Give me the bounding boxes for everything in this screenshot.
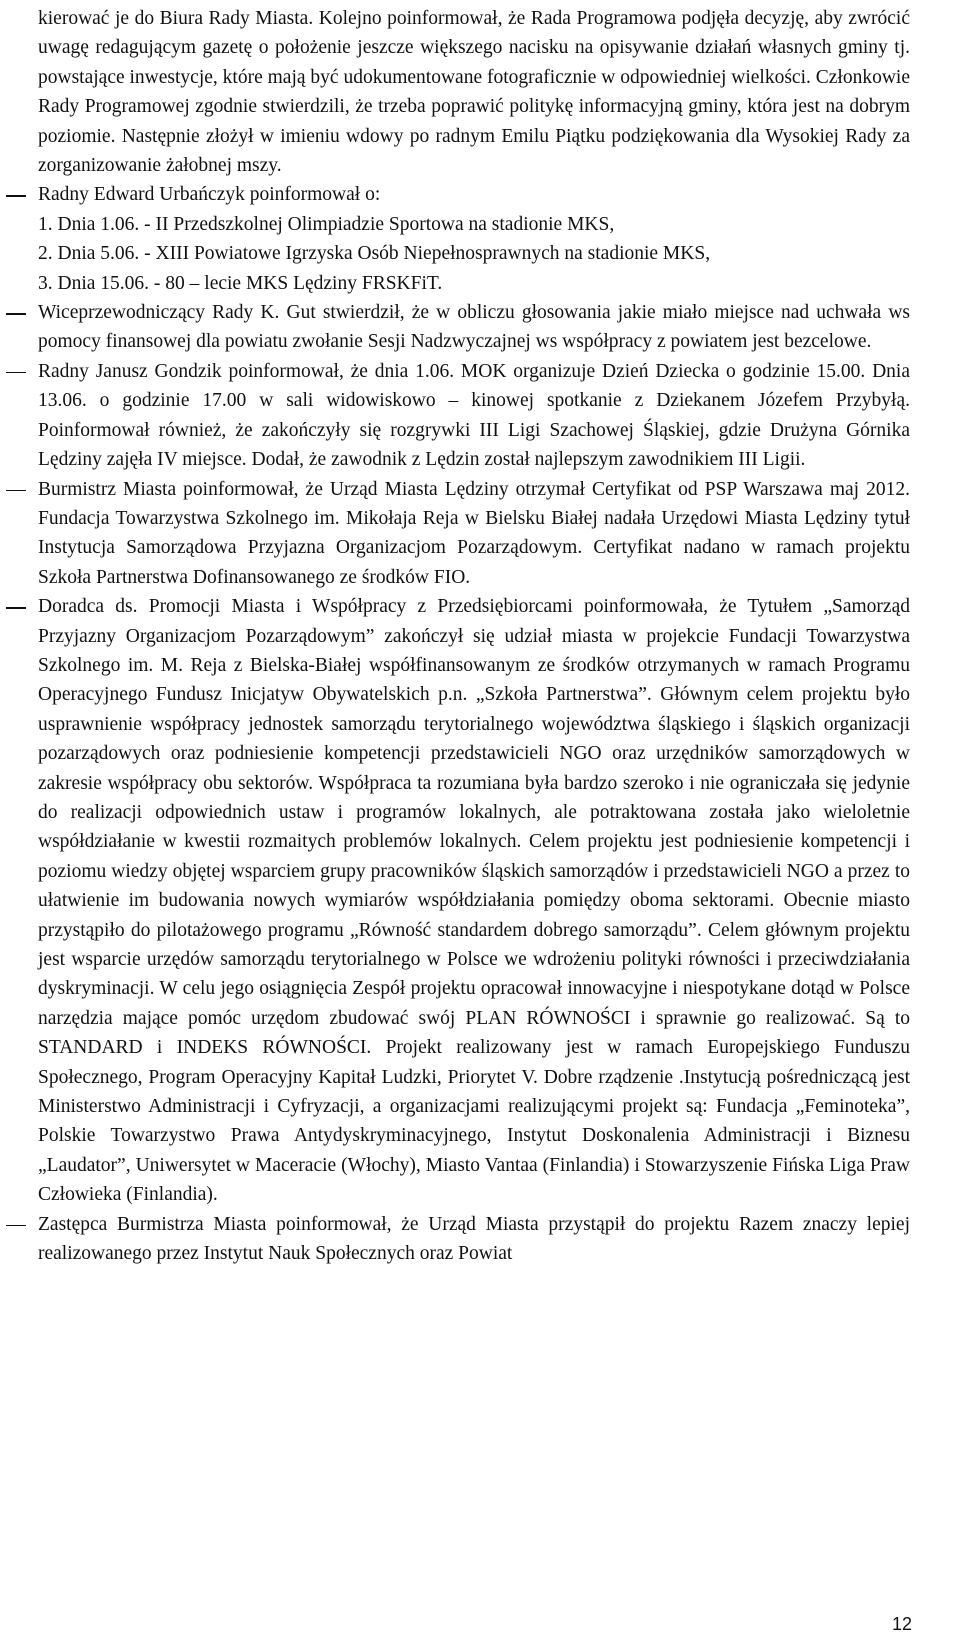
paragraph-burmistrz: Burmistrz Miasta poinformował, że Urząd Miasta Lędziny otrzymał Certyfikat od PSP Warszawa maj 2012. Fundacja Towarzystwa Szkolnego im. Mikołaja Reja w Bielsku Białej nadała Urzędowi Miasta Lędziny tytuł Instytucja Samorządowa Przyjazna Organizacjom Pozarządowym. Certyfikat nadano w ramach projektu Szkoła Partnerstwa Dofinansowanego ze środków FIO. bbox=[38, 475, 910, 593]
list-item: 2. Dnia 5.06. - XIII Powiatowe Igrzyska Osób Niepełnosprawnych na stadionie MKS, bbox=[38, 243, 711, 265]
paragraph-zastepca: Zastępca Burmistrza Miasta poinformował, że Urząd Miasta przystąpił do projektu Razem znaczy lepiej realizowanego przez Instytut Nauk Społecznych oraz Powiat bbox=[38, 1210, 910, 1269]
list-item: 1. Dnia 1.06. - II Przedszkolnej Olimpiadzie Sportowa na stadionie MKS, bbox=[38, 213, 615, 235]
paragraph-doradca: Doradca ds. Promocji Miasta i Współpracy z Przedsiębiorcami poinformowała, że Tytułem „Samorząd Przyjazny Organizacjom Pozarządowym” zakończył się udział miasta w projekcie Fundacji Towarzystwa Szkolnego im. M. Reja z Bielska-Białej współfinansowanym ze środków otrzymanych w ramach Programu Operacyjnego Fundusz Inicjatyw Obywatelskich p.n. „Szkoła Partnerstwa”. Głównym celem projektu było usprawnienie współpracy jednostek samorządu terytorialnego województwa śląskiego i śląskich organizacji pozarządowych oraz podniesienie kompetencji przedstawicieli NGO oraz urzędników samorządowych w zakresie współpracy obu sektorów. Współpraca ta rozumiana była bardzo szeroko i nie ograniczała się jedynie do realizacji odpowiednich ustaw i programów lokalnych, ale potraktowana została jako wieloletnie współdziałanie w kwestii rozmaitych problemów lokalnych. Celem projektu jest podniesienie kompetencji i poziomu wiedzy objętej wsparciem grupy pracowników śląskich samorządów i przedstawicieli NGO a przez to ułatwienie im budowania nowych wymiarów współdziałania pomiędzy oboma sektorami. Obecnie miasto przystąpiło do pilotażowego programu „Równość standardem dobrego samorządu”. Celem głównym projektu jest wsparcie urzędów samorządu terytorialnego w Polsce we wdrożeniu polityki równości i przeciwdziałania dyskryminacji. W celu jego osiągnięcia Zespół projektu opracował innowacyjne i niespotykane dotąd w Polsce narzędzia mające pomóc urzędom zbudować swój PLAN RÓWNOŚCI i sprawnie go realizować. Są to STANDARD i INDEKS RÓWNOŚCI. Projekt realizowany jest w ramach Europejskiego Funduszu Społecznego, Program Operacyjny Kapitał Ludzki, Priorytet V. Dobre rządzenie .Instytucją pośredniczącą jest Ministerstwo Administracji i Cyfryzacji, a organizacjami realizującymi projekt są: Fundacja „Feminoteka”, Polskie Towarzystwo Prawa Antydyskryminacyjnego, Instytut Doskonalenia Administracji i Biznesu „Laudator”, Uniwersytet w Maceracie (Włochy), Miasto Vantaa (Finlandia) i Stowarzyszenie Fińska Liga Praw Człowieka (Finlandia). bbox=[38, 592, 910, 1210]
list-item: 3. Dnia 15.06. - 80 – lecie MKS Lędziny FRSKFiT. bbox=[38, 272, 443, 294]
paragraph-gondzik: Radny Janusz Gondzik poinformował, że dnia 1.06. MOK organizuje Dzień Dziecka o godzinie 15.00. Dnia 13.06. o godzinie 17.00 w sali widowiskowo – kinowej spotkanie z Dziekanem Józefem Przybyłą. Poinformował również, że zakończyły się rozgrywki III Ligi Szachowej Śląskiej, gdzie Drużyna Górnika Lędziny zajęła IV miejsce. Dodał, że zawodnik z Lędzin został najlepszym zawodnikiem III Ligii. bbox=[38, 357, 910, 475]
paragraph-urbanczyk: Radny Edward Urbańczyk poinformował o: bbox=[38, 180, 910, 209]
paragraph-gut: Wiceprzewodniczący Rady K. Gut stwierdził, że w obliczu głosowania jakie miało miejsce nad uchwała ws pomocy finansowej dla powiatu zwołanie Sesji Nadzwyczajnej ws współpracy z powiatem jest bezcelowe. bbox=[38, 298, 910, 357]
paragraph-intro: kierować je do Biura Rady Miasta. Kolejno poinformował, że Rada Programowa podjęła decyzję, aby zwrócić uwagę redagującym gazetę o położenie jeszcze większego nacisku na opisywanie działań własnych gminy tj. powstające inwestycje, które mają być udokumentowane fotograficznie w odpowiedniej wielkości. Członkowie Rady Programowej zgodnie stwierdzili, że trzeba poprawić politykę informacyjną gminy, która jest na dobrym poziomie. Następnie złożył w imieniu wdowy po radnym Emilu Piątku podziękowania dla Wysokiej Rady za zorganizowanie żałobnej mszy. bbox=[38, 8, 910, 177]
page-number: 12 bbox=[891, 1614, 912, 1634]
document-body bbox=[38, 4, 910, 1268]
